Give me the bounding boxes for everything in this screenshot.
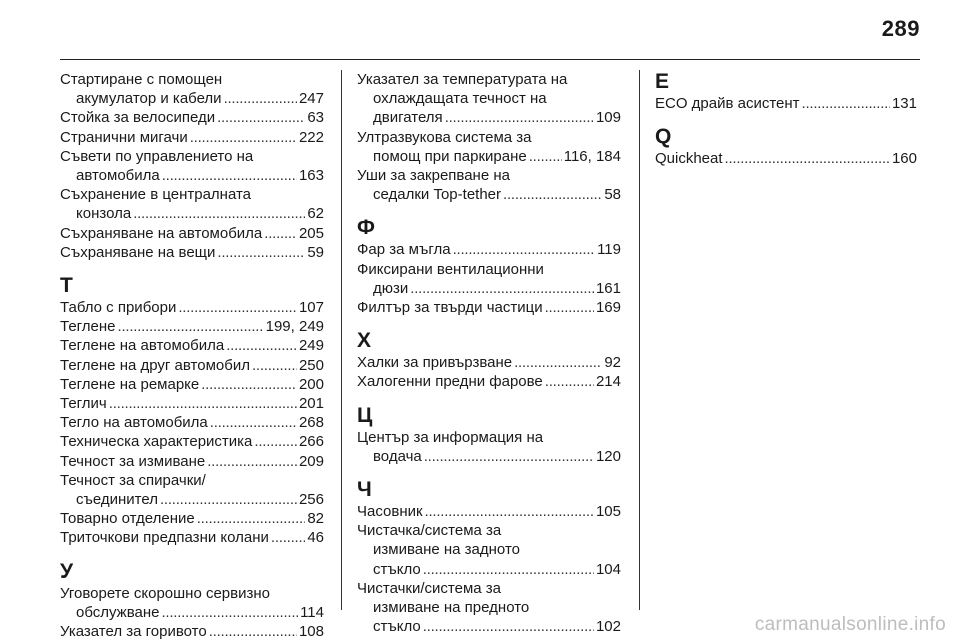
entry-text: двигателя [373,109,443,127]
index-entry[interactable] [60,147,324,185]
entry-text: дюзи [373,279,409,297]
index-entry[interactable] [357,70,621,128]
page-reference[interactable]: 114 [300,603,324,621]
entry-text: Теглене на ремарке [60,375,200,393]
entry-text: Стартиране с помощен [60,71,223,88]
index-entry[interactable] [60,128,324,147]
index-entry[interactable] [357,240,621,259]
index-entry[interactable] [60,224,324,243]
section-letter: Ч [357,478,372,502]
page-reference[interactable]: 58 [604,186,621,204]
page-reference[interactable]: 105 [595,503,621,521]
header-rule [60,59,920,60]
index-column-3 [655,70,917,168]
leader-dots [252,356,297,375]
entry-text: съединител [76,491,158,509]
leader-dots [118,317,264,336]
leader-dots [264,224,297,243]
index-entry[interactable] [60,509,324,528]
entry-text: Товарно отделение [60,510,195,528]
entry-text: Фиксирани вентилационни [357,260,544,278]
page-reference[interactable]: 161 [595,279,621,297]
leader-dots [224,89,297,108]
page-reference[interactable]: 169 [595,299,621,317]
leader-dots [453,240,596,259]
page-reference[interactable]: 200 [298,375,324,393]
entry-text: Табло с прибори [60,299,177,317]
index-entry[interactable] [60,413,324,432]
page-reference[interactable]: 59 [307,243,324,261]
leader-dots [545,372,594,391]
page-reference[interactable]: 163 [298,167,324,185]
page-reference[interactable]: 201 [298,395,324,413]
leader-dots [109,394,297,413]
entry-text: седалки Top-tether [373,186,502,204]
index-entry[interactable] [60,108,324,127]
entry-text: Теглене [60,318,116,336]
entry-text: стъкло [373,560,421,578]
entry-text: Чистачки/система за [357,579,501,597]
entry-text: автомобила [76,167,160,185]
index-entry[interactable] [60,528,324,547]
leader-dots [160,490,297,509]
leader-dots [423,617,594,636]
index-entry[interactable] [60,243,324,262]
section-letter: Q [655,125,672,149]
entry-text: Уши за закрепване на [357,167,510,185]
leader-dots [209,622,297,641]
section-letter: Х [357,329,372,353]
entry-text: измиване на задното [373,541,520,559]
entry-text: ECO драйв асистент [655,95,800,112]
entry-text: Теглене на автомобила [60,337,225,355]
index-entry[interactable] [357,579,621,637]
leader-dots [197,509,306,528]
page-reference[interactable]: 82 [307,510,324,528]
entry-text: Техническа характеристика [60,433,253,451]
index-column-2 [357,70,621,636]
leader-dots [445,108,594,127]
page-reference[interactable]: 205 [298,224,324,242]
leader-dots [254,432,297,451]
leader-dots [178,298,297,317]
leader-dots [802,94,890,113]
leader-dots [217,108,305,127]
entry-text: Теглене на друг автомобил [60,356,250,374]
index-entry[interactable] [357,372,621,391]
entry-text: Филтър за твърди частици [357,299,543,317]
page-reference[interactable]: 266 [298,433,324,451]
entry-text: обслужване [76,603,160,621]
column-divider [341,70,342,610]
page-reference[interactable]: 109 [595,109,621,127]
entry-text: Уговорете скорошно сервизно [60,584,270,602]
entry-text: водача [373,447,422,465]
page-reference[interactable]: 247 [298,90,324,108]
page-reference[interactable]: 46 [307,529,324,547]
leader-dots [514,353,602,372]
index-entry[interactable] [60,452,324,471]
index-column-1 [60,70,324,641]
page-reference[interactable]: 222 [298,128,324,146]
entry-text: Стойка за велосипеди [60,109,216,127]
entry-text: Указател за температурата на [357,71,568,88]
entry-text: Ултразвукова система за [357,128,532,146]
page-reference[interactable]: 214 [595,373,621,391]
entry-text: Чистачка/система за [357,522,502,540]
index-entry[interactable] [60,394,324,413]
leader-dots [207,452,297,471]
entry-text: Теглич [60,395,107,413]
index-entry[interactable] [357,428,621,466]
page-reference[interactable]: 107 [298,299,324,317]
leader-dots [423,560,594,579]
entry-text: Съхраняване на вещи [60,243,216,261]
section-letter: У [60,559,74,583]
page-reference[interactable]: 250 [298,356,324,374]
entry-text: Триточкови предпазни колани [60,529,269,547]
entry-text: Течност за измиване [60,452,206,470]
entry-text: Странични мигачи [60,128,188,146]
leader-dots [217,243,305,262]
page-number: 289 [881,16,920,41]
entry-text: Съвети по управлението на [60,147,254,165]
leader-dots [201,375,297,394]
leader-dots [529,147,562,166]
entry-text: помощ при паркиране [373,147,527,165]
entry-text: Съхраняване на автомобила [60,224,263,242]
entry-text: акумулатор и кабели [76,90,222,108]
page-reference[interactable]: 62 [307,205,324,223]
section-letter: E [655,70,670,93]
index-entry[interactable] [357,298,621,317]
index-entry[interactable] [655,94,917,113]
entry-text: Съхранение в централната [60,186,252,204]
entry-text: измиване на предното [373,599,530,617]
index-entry[interactable] [60,317,324,336]
section-letter: Ц [357,403,373,427]
page-reference[interactable]: 131 [891,95,917,112]
watermark: carmanualsonline.info [754,614,946,635]
column-divider [639,70,640,610]
index-entry[interactable] [60,375,324,394]
index-entry[interactable] [655,149,917,168]
leader-dots [725,149,890,168]
page-reference[interactable]: 119 [597,241,621,259]
page-reference[interactable]: 268 [298,414,324,432]
page-reference[interactable]: 209 [298,452,324,470]
index-entry[interactable] [357,502,621,521]
index-entry[interactable] [60,432,324,451]
entry-text: Часовник [357,503,423,521]
leader-dots [545,298,594,317]
index-entry[interactable] [60,70,324,108]
page-reference[interactable]: 104 [595,560,621,578]
leader-dots [271,528,305,547]
page-reference[interactable]: 108 [298,623,324,641]
leader-dots [226,336,297,355]
entry-text: охлаждащата течност на [373,90,547,108]
leader-dots [162,166,297,185]
entry-text: Халогенни предни фарове [357,373,543,391]
index-entry[interactable] [357,353,621,372]
index-entry[interactable] [60,356,324,375]
entry-text: стъкло [373,618,421,636]
index-entry[interactable] [357,166,621,204]
page-reference[interactable]: 160 [891,150,917,168]
section-letter: Т [60,274,73,298]
page-reference[interactable]: 120 [595,447,621,465]
index-entry[interactable] [60,471,324,509]
entry-text: Халки за привързване [357,354,513,372]
leader-dots [210,413,297,432]
page-reference[interactable]: 92 [604,354,621,372]
page-reference[interactable]: 116, 184 [563,147,621,165]
leader-dots [503,185,602,204]
entry-text: Течност за спирачки/ [60,471,206,489]
leader-dots [424,447,594,466]
page-reference[interactable]: 102 [595,618,621,636]
index-entry[interactable] [357,128,621,166]
entry-text: Център за информация на [357,428,544,446]
index-entry[interactable] [60,185,324,223]
index-entry[interactable] [60,584,324,622]
leader-dots [190,128,297,147]
leader-dots [133,204,305,223]
index-entry[interactable] [60,336,324,355]
entry-text: Quickheat [655,150,723,168]
leader-dots [410,279,594,298]
index-entry[interactable] [357,521,621,579]
page-reference[interactable]: 63 [307,109,324,127]
page-reference[interactable]: 249 [298,337,324,355]
index-entry[interactable] [60,622,324,641]
page-reference[interactable]: 199, 249 [265,318,324,336]
entry-text: конзола [76,205,132,223]
page-reference[interactable]: 256 [298,491,324,509]
index-entry[interactable] [357,260,621,298]
section-letter: Ф [357,216,375,240]
leader-dots [162,603,299,622]
index-entry[interactable] [60,298,324,317]
entry-text: Тегло на автомобила [60,414,208,432]
leader-dots [425,502,594,521]
entry-text: Фар за мъгла [357,241,451,259]
entry-text: Указател за горивото [60,623,207,641]
